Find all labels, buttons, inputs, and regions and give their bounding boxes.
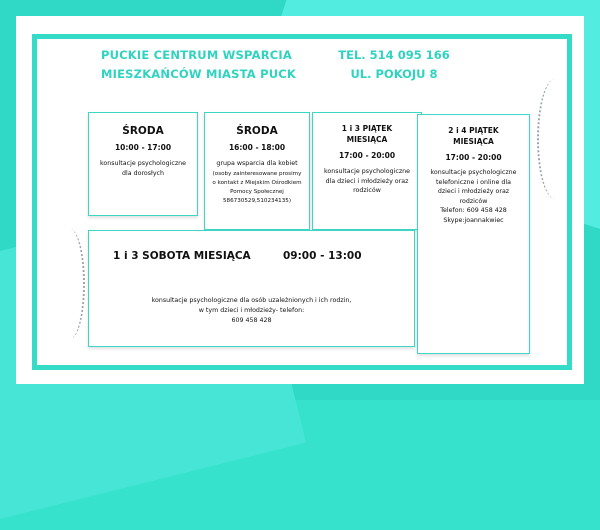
center-name-line: PUCKIE CENTRUM WSPARCIA — [101, 48, 292, 62]
card-day: ŚRODA — [236, 125, 278, 137]
card-description-line: w tym dzieci i młodzieży- telefon: — [198, 307, 305, 314]
card-description-line: dla dzieci i młodzieży oraz — [325, 177, 409, 185]
card-day-line: MIESIĄCA — [453, 136, 494, 146]
address: UL. POKOJU 8 — [350, 67, 438, 81]
card-description-line: 609 458 428 — [231, 317, 272, 324]
card-phone: Telefon: 609 458 428 — [440, 207, 507, 214]
card-description-line: grupa wsparcia dla kobiet — [216, 160, 298, 167]
card-time: 16:00 - 18:00 — [228, 143, 286, 152]
card-skype: Skype:joannakwiec — [443, 216, 504, 224]
card-day: 1 i 3 SOBOTA MIESIĄCA — [113, 250, 251, 262]
card-day-line: MIESIĄCA — [346, 134, 388, 144]
dotted-curve-decoration — [55, 229, 85, 339]
schedule-card-wednesday-women-group — [204, 112, 310, 230]
card-note-line: (osoby zainteresowane prosimy — [212, 170, 302, 177]
card-day: ŚRODA — [122, 125, 164, 137]
card-day — [313, 124, 421, 145]
card-day — [418, 126, 529, 147]
schedule-card-wednesday-adults — [88, 112, 198, 216]
card-time: 09:00 - 13:00 — [283, 250, 362, 262]
card-description-line: telefoniczne i online dla — [436, 178, 511, 186]
card-description-line: rodziców — [353, 187, 381, 194]
card-description-line: konsultacje psychologiczne — [324, 168, 410, 175]
card-description-line: dzieci i młodzieży oraz — [437, 188, 510, 195]
card-time: 10:00 - 17:00 — [114, 143, 172, 152]
schedule-card-friday-2-4 — [417, 114, 530, 354]
schedule-card-saturday — [88, 230, 415, 347]
card-description — [313, 167, 421, 196]
card-day-line: 1 i 3 PIĄTEK — [341, 124, 393, 133]
card-description-line: dla dorosłych — [121, 169, 164, 177]
card-description-line: konsultacje psychologiczne dla osób uzależnionych i ich rodzin, — [151, 297, 352, 304]
card-note-line: 586730529,510234135) — [222, 197, 292, 204]
card-description-line: konsultacje psychologiczne — [100, 160, 186, 167]
card-time: 17:00 - 20:00 — [338, 151, 396, 160]
card-note-line: o kontakt z Miejskim Ośrodkiem — [212, 179, 302, 186]
card-description — [89, 159, 197, 178]
card-note-line: Pomocy Społecznej — [230, 188, 284, 195]
card-description-line: rodziców — [459, 197, 488, 205]
card-time: 17:00 - 20:00 — [445, 153, 502, 162]
card-description-line: konsultacje psychologiczne — [430, 169, 517, 176]
schedule-card-friday-1-3 — [312, 112, 422, 230]
center-name-line: MIESZKAŃCÓW MIASTA PUCK — [101, 67, 297, 81]
phone-number: TEL. 514 095 166 — [338, 48, 450, 62]
card-description — [418, 168, 529, 225]
card-note — [205, 170, 309, 206]
card-description — [205, 159, 309, 169]
contact-info — [314, 46, 474, 84]
card-day-line: 2 i 4 PIĄTEK — [448, 126, 499, 135]
card-description — [89, 296, 414, 326]
dotted-curve-decoration — [537, 79, 573, 199]
center-name — [101, 46, 301, 84]
poster — [16, 16, 584, 384]
